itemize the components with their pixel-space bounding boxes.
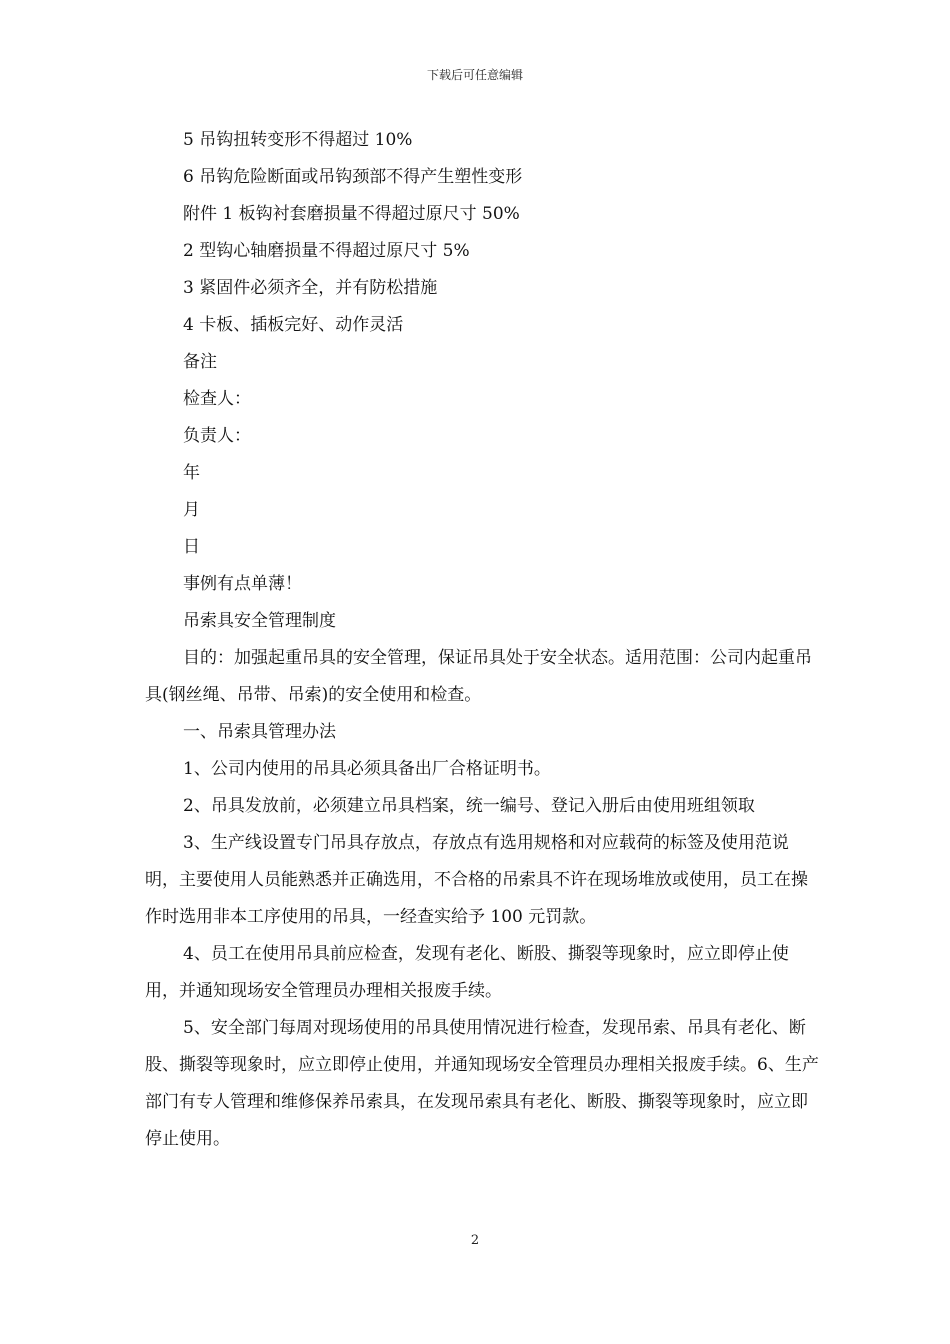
purpose-paragraph: 目的：加强起重吊具的安全管理，保证吊具处于安全状态。适用范围：公司内起重吊具(钢丝绳、吊带、吊索)的安全使用和检查。 — [145, 648, 812, 705]
year-label: 年 — [183, 463, 200, 483]
list-item: 6 吊钩危险断面或吊钩颈部不得产生塑性变形 — [183, 167, 523, 187]
paragraph-3: 3、生产线设置专门吊具存放点，存放点有选用规格和对应载荷的标签及使用范说明，主要使用人员能熟悉并正确选用，不合格的吊索具不许在现场堆放或使用，员工在操作时选用非本工序使用的吊具，一经查实给予 100 元罚款。 — [145, 833, 808, 927]
section-title: 吊索具安全管理制度 — [183, 611, 336, 631]
paragraph-4: 4、员工在使用吊具前应检查，发现有老化、断股、撕裂等现象时，应立即停止使用，并通知现场安全管理员办理相关报废手续。 — [145, 944, 789, 1001]
inspector-label: 检查人： — [183, 389, 251, 409]
list-item: 5 吊钩扭转变形不得超过 10% — [183, 130, 413, 150]
list-item: 3 紧固件必须齐全，并有防松措施 — [183, 278, 438, 298]
list-item: 附件 1 板钩衬套磨损量不得超过原尺寸 50% — [183, 204, 520, 224]
month-label: 月 — [183, 500, 200, 520]
remarks-label: 备注 — [183, 352, 217, 372]
paragraph-1: 1、公司内使用的吊具必须具备出厂合格证明书。 — [183, 759, 551, 779]
note-text: 事例有点单薄！ — [183, 574, 302, 594]
page-number: 2 — [470, 1233, 480, 1248]
section-heading: 一、吊索具管理办法 — [183, 722, 336, 742]
paragraph-5: 5、安全部门每周对现场使用的吊具使用情况进行检查，发现吊索、吊具有老化、断股、撕裂等现象时，应立即停止使用，并通知现场安全管理员办理相关报废手续。6、生产部门有专人管理和维修保养吊索具，在发现吊索具有老化、断股、撕裂等现象时，应立即停止使用。 — [145, 1018, 819, 1149]
day-label: 日 — [183, 537, 200, 557]
list-item: 4 卡板、插板完好、动作灵活 — [183, 315, 404, 335]
page-header: 下载后可任意编辑 — [426, 68, 523, 82]
responsible-label: 负责人： — [183, 426, 251, 446]
document-body — [145, 122, 821, 1158]
paragraph-2: 2、吊具发放前，必须建立吊具档案，统一编号、登记入册后由使用班组领取 — [183, 796, 755, 816]
list-item: 2 型钩心轴磨损量不得超过原尺寸 5% — [183, 241, 470, 261]
